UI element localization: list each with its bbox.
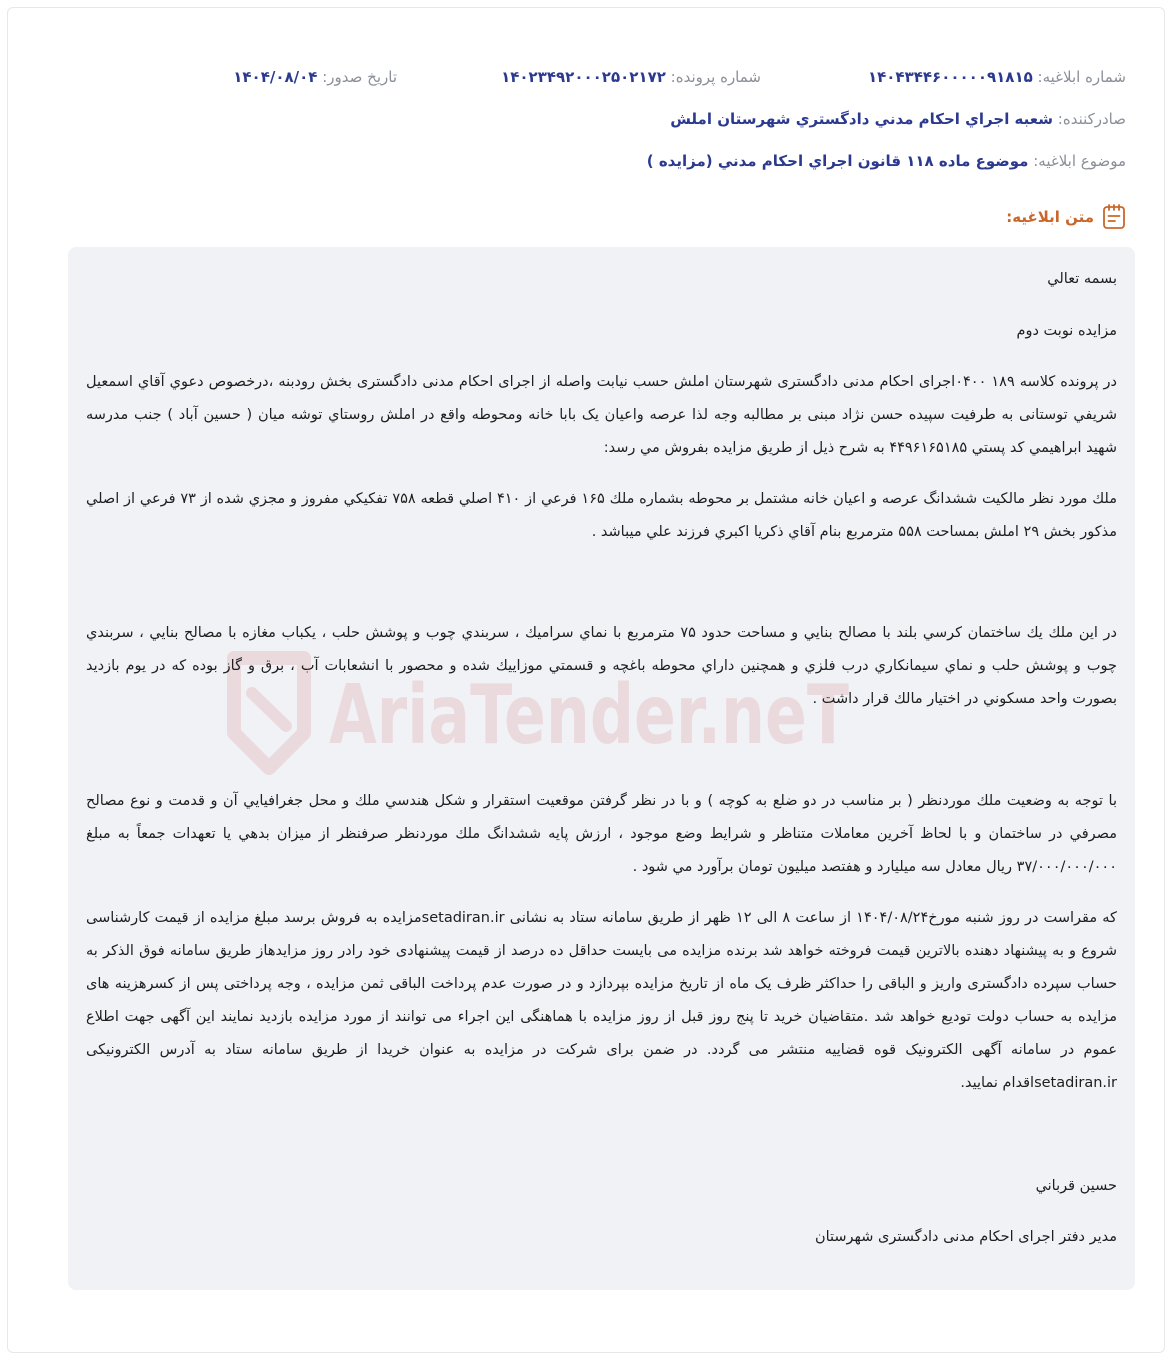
issue-date-label: تاریخ صدور: [322, 68, 397, 86]
issuer-label: صادرکننده: [1057, 110, 1126, 128]
notice-number-label: شماره ابلاغیه: [1037, 68, 1126, 86]
body-paragraph-valuation: با توجه به وضعيت ملك موردنظر ( بر مناسب در دو ضلع به كوچه ) و با در نظر گرفتن موقعيت استقرار و شكل هندسي ملك و محل جغرافيايي آن و قدمت و نوع مصالح مصرفي در ساختمان و با لحاظ آخرين معاملات متناظر و شرايط وضع موجود ، ارزش پايه ششدانگ ملك موردنظر صرفنظر از ميزان بدهي يا تعهدات جمعاً به مبلغ ۳۷/۰۰۰/۰۰۰/۰۰۰ ريال معادل سه ميليارد و هفتصد ميليون تومان برآورد مي شود . [86, 793, 1117, 875]
body-paragraph-building: در اين ملك يك ساختمان كرسي بلند با مصالح بنايي و مساحت حدود ۷۵ مترمربع با نماي سراميك ، سربندي چوب و پوشش حلب ، يكباب مغازه با مصالح بنايي ، سربندي چوب و پوشش حلب و نماي سيمانكاري درب فلزي و همچنين داراي محوطه باغچه و قسمتي موزاييك شده و محصور با انشعابات آب ، برق و گاز بوده كه در يوم بازديد بصورت واحد مسكوني در اختيار مالك قرار داشت . [86, 625, 1118, 707]
case-number-label: شماره پرونده: [670, 68, 761, 86]
subject [647, 148, 1126, 174]
body-signer-name: حسين قرباني [1035, 1178, 1117, 1194]
notice-document-icon [1102, 204, 1126, 230]
body-paragraph-case: در پرونده کلاسه ۱۸۹ ۰۴۰۰اجرای احکام مدنی دادگستری شهرستان املش حسب نیابت واصله از اجرای احکام مدنی دادگستری بخش رودبنه ،درخصوص دعوي آقاي اسمعيل شريفي توستانی به طرفيت سپیده حسن نژاد مبنی بر مطالبه وجه لذا عرصه واعيان يک بابا خانه ومحوطه واقع در املش روستاي توشه میان ( حسین آباد ) جنب مدرسه شهيد ابراهيمي كد پستي ۴۴۹۶۱۶۵۱۸۵ به شرح ذيل از طريق مزايده بفروش مي رسد: [86, 374, 1118, 456]
body-paragraph-auction-terms: که مقراست در روز شنبه مورخ۱۴۰۴/۰۸/۲۴ از ساعت ۸ الی ۱۲ ظهر از طریق سامانه ستاد به نشانی setadiran.irمزایده به فروش برسد مبلغ مزایده از قیمت کارشناسی شروع و به پیشنهاد دهنده بالاترین قیمت فروخته خواهد شد برنده مزایده می بایست حداقل ده درصد از قیمت پیشنهادی خود رادر روز مزایدهاز طریق سامانه فوق الذکر به حساب سپرده دادگستری واریز و الباقی را حداکثر ظرف یک ماه از تاریخ مزایده بپردازد و در صورت عدم پرداخت الباقی ثمن مزایده ، وجه پرداختی پس از کسرهزینه های مزایده به حساب دولت تودیع خواهد شد .متقاضیان خرید تا پنج روز قبل از روز مزایده با هماهنگی این اجراء می توانند از مورد مزایده بازدید نمایند این آگهی جهت اطلاع عموم در سامانه آگهی الکترونیک قوه قضاییه منتشر می گردد. در ضمن برای شرکت در مزایده به عنوان خریدا از طریق سامانه ستاد به آدرس الکترونیکی setadiran.irاقدام نمایید. [86, 910, 1117, 1091]
body-auction-round: مزايده نوبت دوم [1016, 323, 1117, 339]
meta-row-subject [8, 148, 1164, 174]
issuer [670, 106, 1126, 132]
watermark-text: AriaTender.neT [329, 668, 850, 763]
notice-card [7, 7, 1165, 1353]
issue-date [233, 64, 397, 90]
body-signer-title: مدیر دفتر اجرای احکام مدنی دادگستری شهرستان [814, 1229, 1117, 1245]
notice-number [868, 64, 1126, 90]
notice-number-value: ۱۴۰۴۳۴۴۶۰۰۰۰۰۹۱۸۱۵ [867, 68, 1033, 86]
notice-body [68, 247, 1135, 1290]
issue-date-value: ۱۴۰۴/۰۸/۰۴ [233, 68, 318, 86]
section-title [1006, 203, 1126, 231]
body-greeting: بسمه تعالي [1047, 271, 1117, 287]
issuer-value: شعبه اجراي احكام مدني دادگستري شهرستان املش [670, 110, 1053, 128]
case-number-value: ۱۴۰۲۳۴۹۲۰۰۰۲۵۰۲۱۷۲ [501, 68, 666, 86]
subject-value: موضوع ماده ۱۱۸ قانون اجراي احكام مدني (مزايده ) [646, 152, 1029, 170]
subject-label: موضوع ابلاغیه: [1033, 152, 1126, 170]
body-paragraph-property: ملك مورد نظر مالكيت ششدانگ عرصه و اعيان خانه مشتمل بر محوطه بشماره ملك ۱۶۵ فرعي از ۴۱۰ اصلي قطعه ۷۵۸ تفكيكي مفروز و مجزي شده از ۷۳ فرعي از اصلي مذكور بخش ۲۹ املش بمساحت ۵۵۸ مترمربع بنام آقاي ذكريا اكبري فرزند علي ميباشد . [86, 491, 1118, 540]
case-number [501, 64, 761, 90]
meta-row-numbers [8, 64, 1164, 90]
meta-row-issuer [8, 106, 1164, 132]
section-title-text: متن ابلاغیه: [1006, 208, 1094, 226]
